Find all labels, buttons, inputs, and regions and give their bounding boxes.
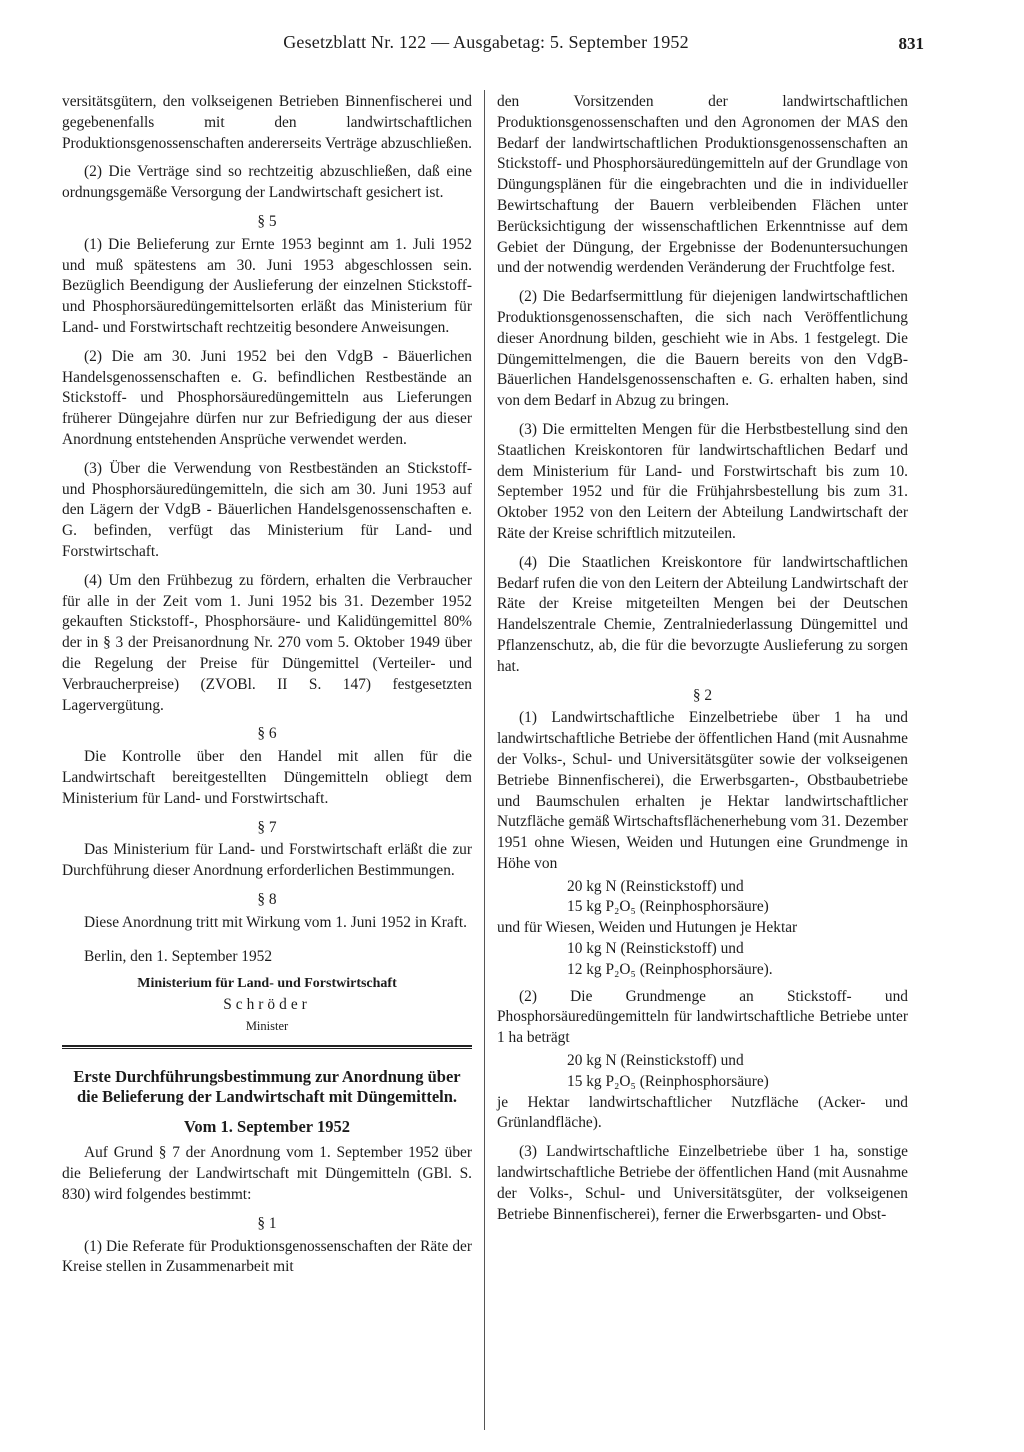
quantity-block [567,877,908,919]
paragraph: (4) Die Staatlichen Kreiskontore für landwirtschaftlichen Bedarf rufen die von den Leitern der Abteilung Landwirtschaft der Räte der Kreise mitgeteilten Mengen bei der Deutschen Handelszentrale Chemie, Zentralniederlassung Düngemittel und Pflanzenschutz, ab, die für die bevorzugte Auslieferung zu sorgen hat. [497,553,908,675]
section-heading: § 7 [257,818,277,836]
section-divider [62,1045,472,1049]
ministry-name: Ministerium für Land- und Forstwirtschaft [137,976,397,992]
paragraph: Das Ministerium für Land- und Forstwirtschaft erläßt die zur Durchführung dieser Anordnung erforderlichen Bestimmungen. [62,841,472,880]
quantity-line: 12 kg P₂O₅ (Reinphosphorsäure). [567,960,773,978]
quantity-line: 20 kg N (Reinstickstoff) und [567,877,744,895]
column-divider [484,90,485,1430]
paragraph: und für Wiesen, Weiden und Hutungen je Hektar [497,919,798,937]
paragraph: je Hektar landwirtschaftlicher Nutzfläche (Acker- und Grünlandfläche). [497,1093,908,1132]
paragraph: (2) Die am 30. Juni 1952 bei den VdgB - Bäuerlichen Handelsgenossenschaften e. G. befindlichen Restbestände an Stickstoff- und Phosphorsäuredüngemitteln aus Lieferungen früherer Düngejahre dürfen nur zur Befriedigung der aus dieser Anordnung entstehenden Ansprüche verwendet werden. [62,347,472,448]
quantity-line: 10 kg N (Reinstickstoff) und [567,940,744,958]
paragraph: (2) Die Bedarfsermittlung für diejenigen landwirtschaftlichen Produktionsgenossenschaften, die sich nach Veröffentlichung dieser Anordnung bilden, geschieht wie in Abs. 1 festgelegt. Die Düngemittelmengen, die die Bauern bereits von den VdgB-Bäuerlichen Handelsgenossenschaften e. G. erhalten haben, sind von dem Bedarf in Abzug zu bringen. [497,288,908,410]
paragraph: (2) Die Grundmenge an Stickstoff- und Phosphorsäuredüngemitteln für landwirtschaftliche Betriebe unter 1 ha beträgt [497,987,908,1047]
paragraph: (1) Landwirtschaftliche Einzelbetriebe über 1 ha und landwirtschaftliche Betriebe der öffentlichen Hand (mit Ausnahme der Volks-, Schul- und Universitätsgüter sowie der volkseigenen Betriebe Binnenfischerei), die Erwerbsgarten-, Obstbaubetriebe und Baumschulen erhalten je Hektar landwirtschaftlicher Nutzfläche gemäß Wirtschaftsflächenerhebung vom 31. Dezember 1951 ohne Wiesen, Weiden und Hutungen eine Grundmenge in Höhe von [497,709,908,872]
paragraph: Auf Grund § 7 der Anordnung vom 1. September 1952 über die Belieferung der Landwirtschaft mit Düngemitteln (GBl. S. 830) wird folgendes bestimmt: [62,1144,472,1204]
paragraph: versitätsgütern, den volkseigenen Betrieben Binnenfischerei und gegebenenfalls mit den landwirtschaftlichen Produktionsgenossenschaften andererseits Verträge abzuschließen. [62,93,472,152]
paragraph: (2) Die Verträge sind so rechtzeitig abzuschließen, daß eine ordnungsgemäße Versorgung der Landwirtschaft gesichert ist. [62,163,472,202]
left-column [62,92,472,1286]
right-column [497,92,908,1233]
page-number: 831 [898,34,924,53]
section-heading: § 2 [692,686,713,704]
decree-date: Vom 1. September 1952 [184,1116,350,1136]
paragraph: (1) Die Belieferung zur Ernte 1953 beginnt am 1. Juli 1952 und muß spätestens am 30. Juni 1953 abgeschlossen sein. Bezüglich Beendigung der Auslieferung der einzelnen Stickstoff- und Phosphorsäuredüngemittelsorten erläßt das Ministerium für Land- und Forstwirtschaft rechtzeitig besondere Anweisungen. [62,235,472,336]
paragraph: (3) Über die Verwendung von Restbeständen an Stickstoff- und Phosphorsäuredüngemitteln, die sich am 30. Juni 1953 auf den Lägern der VdgB - Bäuerlichen Handelsgenossenschaften e. G. befinden, verfügt das Ministerium für Land- und Forstwirtschaft. [62,459,472,560]
page-header [60,32,924,58]
section-heading: § 6 [257,725,277,743]
paragraph: Die Kontrolle über den Handel mit allen für die Landwirtschaft bereitgestellten Düngemitteln obliegt dem Ministerium für Land- und Forstwirtschaft. [62,748,472,807]
header-title: Gesetzblatt Nr. 122 — Ausgabetag: 5. September 1952 [283,32,689,52]
quantity-line: 20 kg N (Reinstickstoff) und [567,1052,744,1070]
paragraph: Diese Anordnung tritt mit Wirkung vom 1. Juni 1952 in Kraft. [84,913,467,931]
paragraph: (1) Die Referate für Produktionsgenossenschaften der Räte der Kreise stellen in Zusammenarbeit mit [62,1237,472,1276]
section-heading: § 8 [257,890,277,908]
paragraph: (3) Die ermittelten Mengen für die Herbstbestellung sind den Staatlichen Kreiskontoren für landwirtschaftlichen Bedarf und dem Ministerium für Land- und Forstwirtschaft bis zum 10. September 1952 und für die Frühjahrsbestellung bis zum 31. Oktober 1952 von den Leitern der Abteilung Landwirtschaft der Räte der Kreise schriftlich mitzuteilen. [497,420,908,542]
section-heading: § 5 [257,212,277,230]
quantity-line: 15 kg P₂O₅ (Reinphosphorsäure) [567,1072,769,1090]
signer-role: Minister [245,1018,289,1033]
signer-name: Schröder [223,996,311,1014]
quantity-line: 15 kg P₂O₅ (Reinphosphorsäure) [567,898,769,916]
section-heading: § 1 [257,1214,277,1232]
decree-title: Erste Durchführungsbestimmung zur Anordnung über die Belieferung der Landwirtschaft mit Düngemitteln. [73,1066,461,1106]
paragraph: (3) Landwirtschaftliche Einzelbetriebe über 1 ha, sonstige landwirtschaftliche Betriebe der öffentlichen Hand (mit Ausnahme der Volks-, Schul- und Universitätsgüter, der volkseigenen Betriebe Binnenfischerei), ferner die Erwerbsgarten- und Obst- [497,1143,908,1223]
paragraph: den Vorsitzenden der landwirtschaftlichen Produktionsgenossenschaften und den Agronomen der MAS den Bedarf der landwirtschaftlichen Produktionsgenossenschaften an Stickstoff- und Phosphorsäuredüngemitteln auf der Grundlage von Düngungsplänen für die eingebrachten und die in individueller Bewirtschaftung der Bauern verbleibenden Flächen unter Berücksichtigung der wissenschaftlichen Erkenntnisse auf dem Gebiet der Düngung, der Ergebnisse der Bodenuntersuchungen und der notwendig werdenden Veränderung der Fruchtfolge fest. [497,93,908,277]
paragraph: (4) Um den Frühbezug zu fördern, erhalten die Verbraucher für alle in der Zeit vom 1. Juni 1952 bis 31. Dezember 1952 gekauften Stickstoff-, Phosphorsäure- und Kalidüngemittel 80% der in § 3 der Preisanordnung Nr. 270 vom 5. Oktober 1949 über die Regelung der Preise für Düngemittel (Verteiler- und Verbraucherpreise) (ZVOBl. II S. 147) festgesetzten Lagervergütung. [62,571,472,714]
place-date: Berlin, den 1. September 1952 [84,948,273,966]
quantity-block [567,939,908,981]
quantity-block [567,1051,908,1093]
